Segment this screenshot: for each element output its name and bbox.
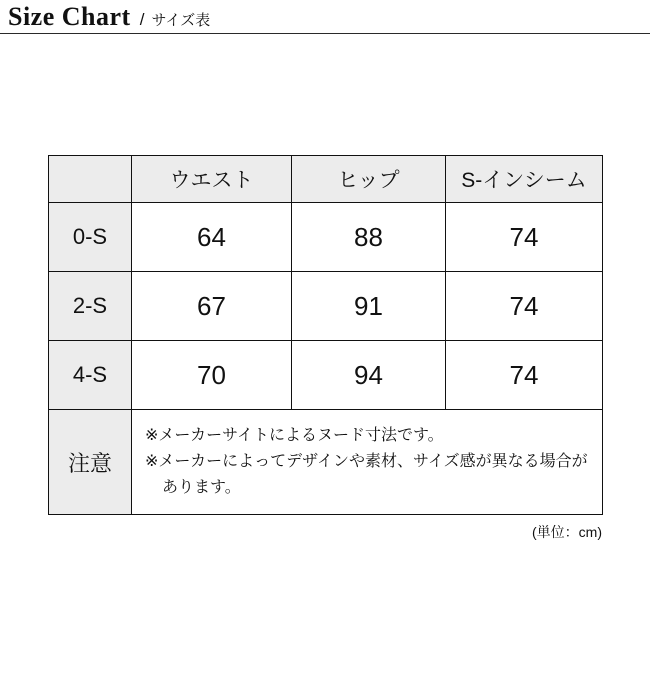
page-header bbox=[0, 0, 650, 34]
note-line: ※メーカーによってデザインや素材、サイズ感が異なる場合が bbox=[145, 453, 588, 470]
table-row bbox=[49, 272, 603, 341]
unit-note: (単位：cm) bbox=[532, 524, 602, 540]
corner-header-cell bbox=[49, 156, 132, 203]
hip-value: 94 bbox=[292, 341, 446, 410]
waist-value: 70 bbox=[132, 341, 292, 410]
hip-value: 88 bbox=[292, 203, 446, 272]
note-text-cell bbox=[132, 410, 603, 515]
column-header-hip: ヒップ bbox=[292, 156, 446, 203]
page-title: Size Chart bbox=[8, 2, 131, 31]
size-label: 4-S bbox=[49, 341, 132, 410]
size-label: 0-S bbox=[49, 203, 132, 272]
inseam-value: 74 bbox=[446, 341, 603, 410]
note-row bbox=[49, 410, 603, 515]
waist-value: 64 bbox=[132, 203, 292, 272]
inseam-value: 74 bbox=[446, 272, 603, 341]
page-subtitle: サイズ表 bbox=[151, 12, 211, 29]
inseam-value: 74 bbox=[446, 203, 603, 272]
title-separator: / bbox=[139, 10, 145, 29]
table-row bbox=[49, 341, 603, 410]
hip-value: 91 bbox=[292, 272, 446, 341]
size-label: 2-S bbox=[49, 272, 132, 341]
size-chart-table bbox=[48, 155, 603, 515]
note-line-continuation: あります。 bbox=[162, 479, 241, 496]
column-header-inseam: S-インシーム bbox=[446, 156, 603, 203]
note-line: ※メーカーサイトによるヌード寸法です。 bbox=[145, 427, 444, 444]
waist-value: 67 bbox=[132, 272, 292, 341]
column-header-waist: ウエスト bbox=[132, 156, 292, 203]
table-row bbox=[49, 203, 603, 272]
table-header-row bbox=[49, 156, 603, 203]
note-label: 注意 bbox=[49, 410, 132, 515]
